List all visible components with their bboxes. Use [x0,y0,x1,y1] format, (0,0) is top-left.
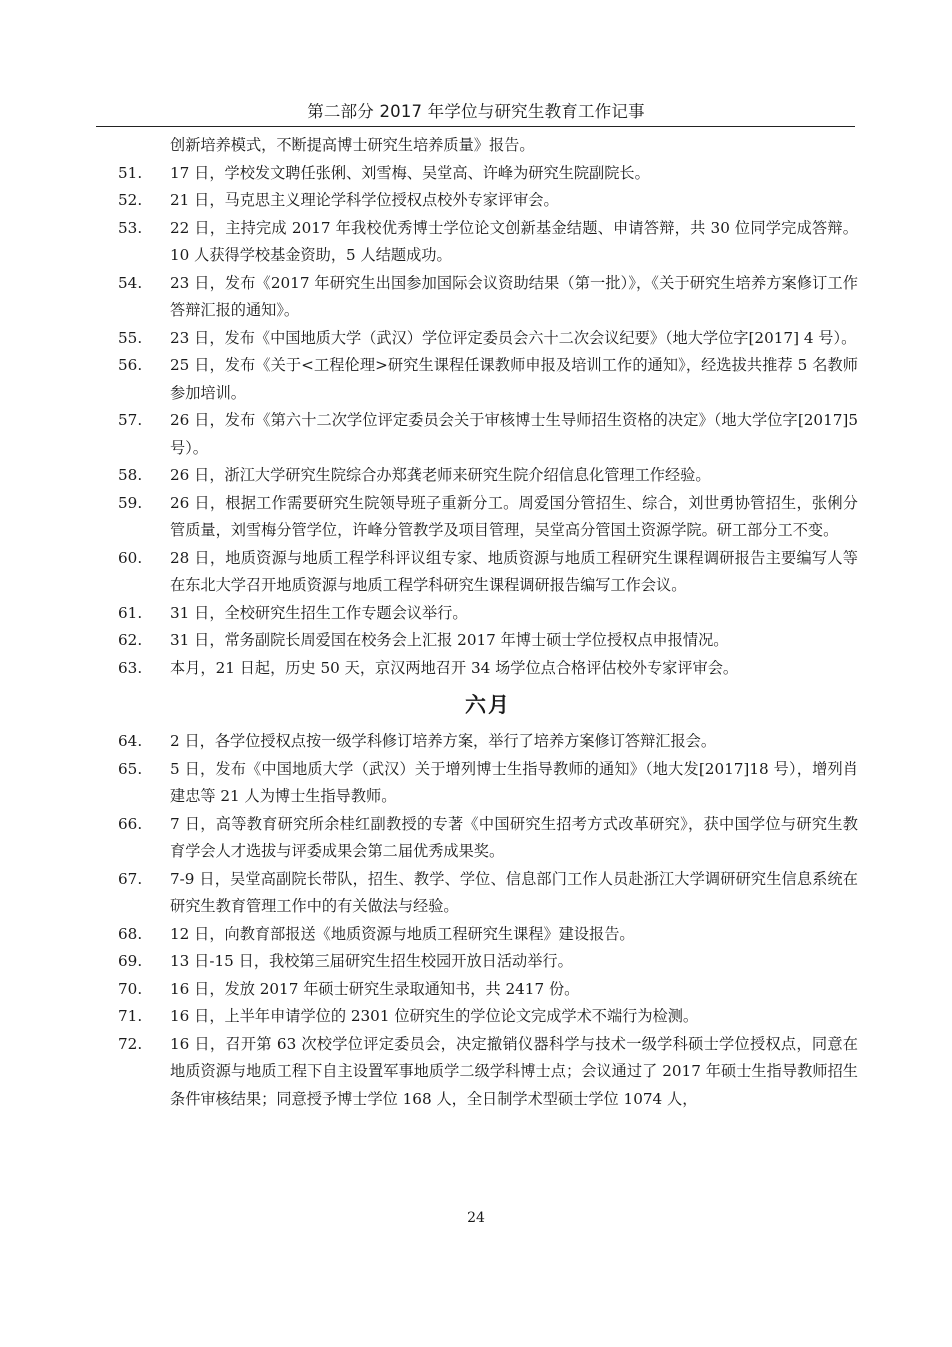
item-number: 72. [118,1034,143,1053]
item-number: 70. [118,979,143,998]
list-item [118,756,858,811]
item-text: 本月，21 日起，历史 50 天，京汉两地召开 34 场学位点合格评估校外专家评审会。 [170,658,739,677]
section-title-june: 六月 [465,693,511,717]
item-text: 12 日，向教育部报送《地质资源与地质工程研究生课程》建设报告。 [170,924,635,943]
item-text: 23 日，发布《2017 年研究生出国参加国际会议资助结果（第一批）》，《关于研究生培养方案修订工作答辩汇报的通知》。 [170,273,858,319]
list-item [118,545,858,600]
list-item [118,215,858,270]
list-item [118,976,858,1004]
list-item [118,866,858,921]
item-text: 21 日，马克思主义理论学科学位授权点校外专家评审会。 [170,191,559,209]
item-text: 28 日，地质资源与地质工程学科评议组专家、地质资源与地质工程研究生课程调研报告主要编写人等在东北大学召开地质资源与地质工程学科研究生课程调研报告编写工作会议。 [170,548,858,594]
entry-list-may [118,160,858,683]
item-text: 31 日，常务副院长周爱国在校务会上汇报 2017 年博士硕士学位授权点申报情况。 [170,631,729,649]
item-number: 67. [118,869,143,888]
item-number: 61. [118,603,143,622]
item-number: 52. [118,191,143,209]
item-text: 13 日-15 日，我校第三届研究生招生校园开放日活动举行。 [170,952,573,970]
item-text: 5 日，发布《中国地质大学（武汉）关于增列博士生指导教师的通知》（地大发[2017]18 号），增列肖建忠等 21 人为博士生指导教师。 [170,759,858,805]
list-item [118,948,858,976]
list-item [118,270,858,325]
list-item [118,600,858,628]
list-item [118,490,858,545]
item-text: 26 日，根据工作需要研究生院领导班子重新分工。周爱国分管招生、综合，刘世勇协管招生，张俐分管质量，刘雪梅分管学位，许峰分管教学及项目管理，吴堂高分管国土资源学院。研工部分工不变。 [170,493,858,539]
list-item [118,352,858,407]
item-number: 59. [118,493,143,512]
list-item [118,921,858,949]
list-item [118,728,858,756]
item-number: 51. [118,163,143,182]
item-number: 66. [118,814,143,833]
item-text: 7-9 日，吴堂高副院长带队，招生、教学、学位、信息部门工作人员赴浙江大学调研研究生信息系统在研究生教育管理工作中的有关做法与经验。 [170,869,858,915]
item-number: 55. [118,328,143,347]
list-item [118,1003,858,1031]
item-number: 58. [118,466,143,484]
item-text: 31 日，全校研究生招生工作专题会议举行。 [170,603,468,622]
list-item [118,627,858,655]
item-text: 16 日，上半年申请学位的 2301 位研究生的学位论文完成学术不端行为检测。 [170,1007,699,1025]
item-text: 7 日，高等教育研究所余桂红副教授的专著《中国研究生招考方式改革研究》，获中国学位与研究生教育学会人才选拔与评委成果会第二届优秀成果奖。 [170,814,858,860]
item-number: 57. [118,411,143,429]
item-text: 2 日，各学位授权点按一级学科修订培养方案，举行了培养方案修订答辩汇报会。 [170,732,717,750]
item-number: 54. [118,273,143,292]
item-number: 62. [118,631,143,649]
item-number: 68. [118,924,143,943]
item-text: 26 日，发布《第六十二次学位评定委员会关于审核博士生导师招生资格的决定》（地大学位字[2017]5 号）。 [170,411,858,457]
list-item [118,462,858,490]
item-number: 64. [118,732,143,750]
item-text: 17 日，学校发文聘任张俐、刘雪梅、吴堂高、许峰为研究生院副院长。 [170,163,650,182]
page-number: 24 [467,1210,485,1226]
list-item [118,160,858,188]
list-item [118,811,858,866]
header-rule [96,126,855,127]
item-number: 56. [118,356,143,374]
item-number: 69. [118,952,143,970]
page-body [118,132,858,1113]
list-item [118,1031,858,1114]
running-header: 第二部分 2017 年学位与研究生教育工作记事 [307,102,645,121]
item-text: 22 日，主持完成 2017 年我校优秀博士学位论文创新基金结题、申请答辩，共 30 位同学完成答辩。10 人获得学校基金资助，5 人结题成功。 [170,218,858,264]
item-text: 26 日，浙江大学研究生院综合办郑龚老师来研究生院介绍信息化管理工作经验。 [170,466,711,484]
item-number: 53. [118,218,143,237]
item-number: 71. [118,1007,143,1025]
continuation-text: 创新培养模式，不断提高博士研究生培养质量》报告。 [170,136,535,154]
item-number: 60. [118,548,143,567]
item-text: 25 日，发布《关于<工程伦理>研究生课程任课教师申报及培训工作的通知》，经选拔共推荐 5 名教师参加培训。 [170,356,858,402]
list-item [118,655,858,683]
item-number: 65. [118,759,143,778]
item-text: 23 日，发布《中国地质大学（武汉）学位评定委员会六十二次会议纪要》（地大学位字[2017] 4 号）。 [170,328,857,347]
item-text: 16 日，召开第 63 次校学位评定委员会，决定撤销仪器科学与技术一级学科硕士学位授权点，同意在地质资源与地质工程下自主设置军事地质学二级学科博士点；会议通过了 2017 年硕士生指导教师招生条件审核结果；同意授予博士学位 168 人，全日制学术型硕士学位 1074 人， [170,1034,858,1108]
list-item [118,187,858,215]
list-item [118,407,858,462]
list-item [118,325,858,353]
item-number: 63. [118,658,143,677]
entry-list-june [118,728,858,1113]
item-text: 16 日，发放 2017 年硕士研究生录取通知书，共 2417 份。 [170,979,580,998]
